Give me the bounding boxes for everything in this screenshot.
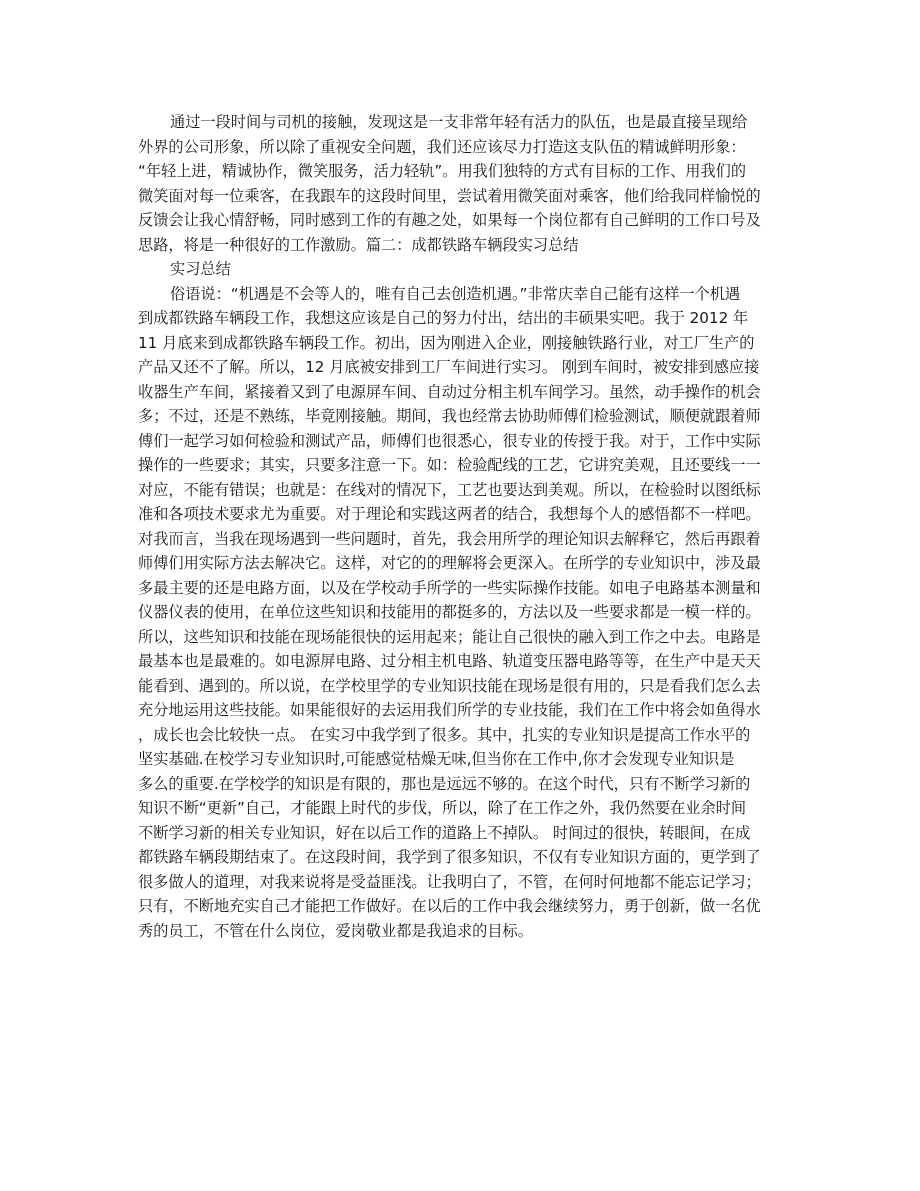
section-heading: 实习总结 bbox=[170, 260, 231, 278]
text-line: 坚实基础.在校学习专业知识时,可能感觉枯燥无味,但当你在工作中,你才会发现专业知识是 bbox=[138, 750, 735, 768]
text-line: 收器生产车间，紧接着又到了电源屏车间、自动过分相主机车间学习。虽然，动手操作的机会 bbox=[138, 382, 761, 401]
body-text bbox=[138, 110, 786, 943]
text-line: 充分地运用这些技能。如果能很好的去运用我们所学的专业技能，我们在工作中将会如鱼得水 bbox=[138, 701, 761, 719]
text-line: 微笑面对每一位乘客，在我跟车的这段时间里，尝试着用微笑面对乘客，他们给我同样愉悦的 bbox=[138, 186, 761, 205]
text-line: 最基本也是最难的。如电源屏电路、过分相主机电路、轨道变压器电路等等，在生产中是天天 bbox=[138, 652, 761, 670]
text-line: 多；不过，还是不熟练，毕竟刚接触。期间，我也经常去协助师傅们检验测试，顺便就跟着师 bbox=[138, 407, 761, 425]
text-line: 都铁路车辆段期结束了。在这段时间，我学到了很多知识，不仅有专业知识方面的，更学到了 bbox=[138, 848, 761, 866]
text-line: 产品又还不了解。所以，12 月底被安排到工厂车间进行实习。 刚到车间时，被安排到感应接 bbox=[138, 358, 760, 376]
text-line: ，成长也会比较快一点。 在实习中我学到了很多。其中，扎实的专业知识是提高工作水平的 bbox=[138, 725, 751, 744]
text-line: 仪器仪表的使用，在单位这些知识和技能用的都挺多的，方法以及一些要求都是一模一样的。 bbox=[138, 603, 761, 621]
text-line: 对我而言，当我在现场遇到一些问题时，首先，我会用所学的理论知识去解释它，然后再跟着 bbox=[138, 529, 761, 548]
text-line: 能看到、遇到的。所以说，在学校里学的专业知识技能在现场是很有用的，只是看我们怎么去 bbox=[138, 676, 761, 695]
text-line: 很多做人的道理，对我来说将是受益匪浅。让我明白了，不管，在何时何地都不能忘记学习； bbox=[138, 872, 761, 891]
text-line: 11 月底来到成都铁路车辆段工作。初出，因为刚进入企业，刚接触铁路行业，对工厂生产的 bbox=[138, 333, 755, 352]
text-line: 只有，不断地充实自己才能把工作做好。在以后的工作中我会继续努力，勇于创新，做一名优 bbox=[138, 897, 761, 915]
text-line: 俗语说：“机遇是不会等人的，唯有自己去创造机遇。”非常庆幸自己能有这样一个机遇 bbox=[170, 284, 741, 303]
text-line: 通过一段时间与司机的接触，发现这是一支非常年轻有活力的队伍，也是最直接呈现给 bbox=[170, 113, 748, 131]
text-line: 知识不断“更新”自己，才能跟上时代的步伐，所以，除了在工作之外，我仍然要在业余时间 bbox=[138, 799, 747, 817]
text-line: 师傅们用实际方法去解决它。这样，对它的的理解将会更深入。在所学的专业知识中，涉及最 bbox=[138, 554, 761, 572]
text-line: 外界的公司形象，所以除了重视安全问题，我们还应该尽力打造这支队伍的精诚鲜明形象： bbox=[138, 137, 746, 156]
text-line: “年轻上进，精诚协作，微笑服务，活力轻轨”。用我们独特的方式有目标的工作、用我们的 bbox=[138, 162, 747, 180]
text-line: 反馈会让我心情舒畅，同时感到工作的有趣之处，如果每一个岗位都有自己鲜明的工作口号及 bbox=[138, 211, 761, 229]
text-line: 操作的一些要求；其实，只要多注意一下。如：检验配线的工艺，它讲究美观，且还要线一一 bbox=[138, 456, 761, 474]
text-line: 所以，这些知识和技能在现场能很快的运用起来；能让自己很快的融入到工作之中去。电路是 bbox=[138, 627, 761, 646]
text-line: 多最主要的还是电路方面，以及在学校动手所学的一些实际操作技能。如电子电路基本测量和 bbox=[138, 578, 761, 597]
text-line: 准和各项技术要求尤为重要。对于理论和实践这两者的结合，我想每个人的感悟都不一样吧。 bbox=[138, 505, 761, 523]
text-line: 秀的员工，不管在什么岗位，爱岗敬业都是我追求的目标。 bbox=[138, 921, 533, 940]
text-line: 多么的重要.在学校学的知识是有限的，那也是远远不够的。在这个时代，只有不断学习新的 bbox=[138, 774, 751, 793]
text-line: 傅们一起学习如何检验和测试产品，师傅们也很悉心，很专业的传授于我。对于，工作中实际 bbox=[138, 431, 761, 450]
text-line: 对应，不能有错误；也就是：在线对的情况下，工艺也要达到美观。所以，在检验时以图纸标 bbox=[138, 480, 761, 499]
text-line: 不断学习新的相关专业知识，好在以后工作的道路上不掉队。 时间过的很快，转眼间，在成 bbox=[138, 823, 751, 842]
text-line: 思路，将是一种很好的工作激励。篇二：成都铁路车辆段实习总结 bbox=[138, 235, 579, 254]
text-line: 到成都铁路车辆段工作，我想这应该是自己的努力付出，结出的丰硕果实吧。我于 2012 年 bbox=[138, 309, 749, 327]
